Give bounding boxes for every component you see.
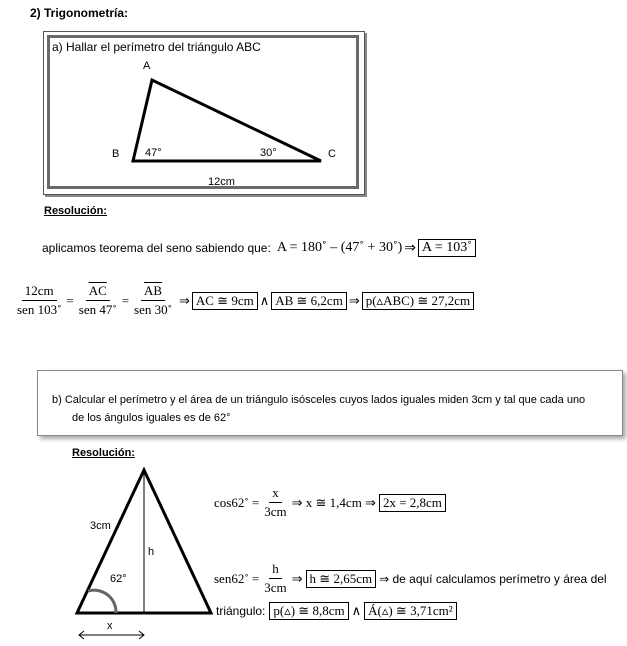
part-a-statement: a) Hallar el perímetro del triángulo ABC [52, 40, 261, 54]
angle-label: 62° [110, 573, 127, 585]
line1-row [42, 239, 476, 257]
cos-lhs: cos62˚ = [214, 494, 260, 510]
cos-result: 2x = 2,8cm [379, 494, 446, 512]
frac-12cm: $\frac{12cm}{\text{sen 103˚}}$ [17, 283, 62, 317]
result-perimeter-abc: p(▵ABC) ≅ 27,2cm [362, 292, 474, 310]
eq-sign-2: = [121, 292, 130, 308]
resolucion-b-heading: Resolución: [72, 447, 135, 459]
and-1: ∧ [259, 292, 270, 308]
frac-ac: $\frac{\overline{AC}}{\text{sen 47˚}}$ [78, 283, 117, 317]
cos-fraction: $\frac{x}{3cm}$ [264, 485, 287, 519]
vertex-a-label: A [143, 60, 151, 72]
frac-ab: $\frac{\overline{AB}}{\text{sen 30˚}}$ [134, 283, 172, 317]
vertex-c-label: C [328, 148, 336, 160]
arrow-2: ⇒ [348, 292, 360, 308]
result-ac: $\overline{AC}$ ≅ 9cm [192, 292, 258, 310]
height-label: h [148, 546, 155, 558]
sen-lhs: sen62˚ = [214, 570, 260, 586]
side-label: 3cm [90, 520, 111, 532]
vertex-b-label: B [112, 148, 120, 160]
result-perimeter: p(▵) ≅ 8,8cm [269, 602, 348, 620]
line1-eq: A = 180˚ – (47˚ + 30˚) [276, 240, 403, 255]
line1-text: aplicamos teorema del seno sabiendo que: [42, 241, 271, 255]
sen-row [214, 560, 607, 597]
section-title: 2) Trigonometría: [30, 6, 129, 20]
resolucion-a-heading: Resolución: [44, 205, 107, 217]
and-2: ∧ [351, 603, 362, 618]
isosceles-triangle-figure [70, 465, 215, 645]
triangle-results-row [216, 602, 457, 620]
cos-mid: ⇒ x ≅ 1,4cm ⇒ [291, 494, 376, 510]
cos-row [214, 484, 446, 521]
result-area: Á(▵) ≅ 3,71cm² [364, 602, 457, 620]
sen-result: h ≅ 2,65cm [306, 570, 377, 588]
part-b-statement-line1: b) Calcular el perímetro y el área de un triángulo isósceles cuyos lados iguales miden 3cm y tal que cada uno [52, 394, 586, 406]
angle-b-label: 47° [145, 147, 162, 159]
part-b-statement-line2: de los ángulos iguales es de 62° [72, 412, 231, 424]
triangle-text: triángulo: [216, 604, 266, 618]
line1-result: A = 103˚ [418, 239, 476, 257]
sen-arrow: ⇒ [291, 570, 303, 586]
angle-c-label: 30° [260, 147, 277, 159]
result-ab: $\overline{AB}$ ≅ 6,2cm [271, 292, 347, 310]
eq-sign-1: = [66, 292, 74, 308]
arrow-1: ⇒ [178, 292, 190, 308]
sen-fraction: $\frac{h}{3cm}$ [264, 561, 287, 595]
base-label: 12cm [208, 176, 235, 188]
angle-arc [88, 590, 116, 613]
triangle-abc-figure [100, 55, 340, 190]
sen-tail: ⇒ de aquí calculamos perímetro y área del [379, 571, 607, 586]
line1-arrow: ⇒ [404, 240, 417, 256]
half-base-label: x [107, 620, 113, 632]
law-of-sines-row [12, 282, 474, 319]
